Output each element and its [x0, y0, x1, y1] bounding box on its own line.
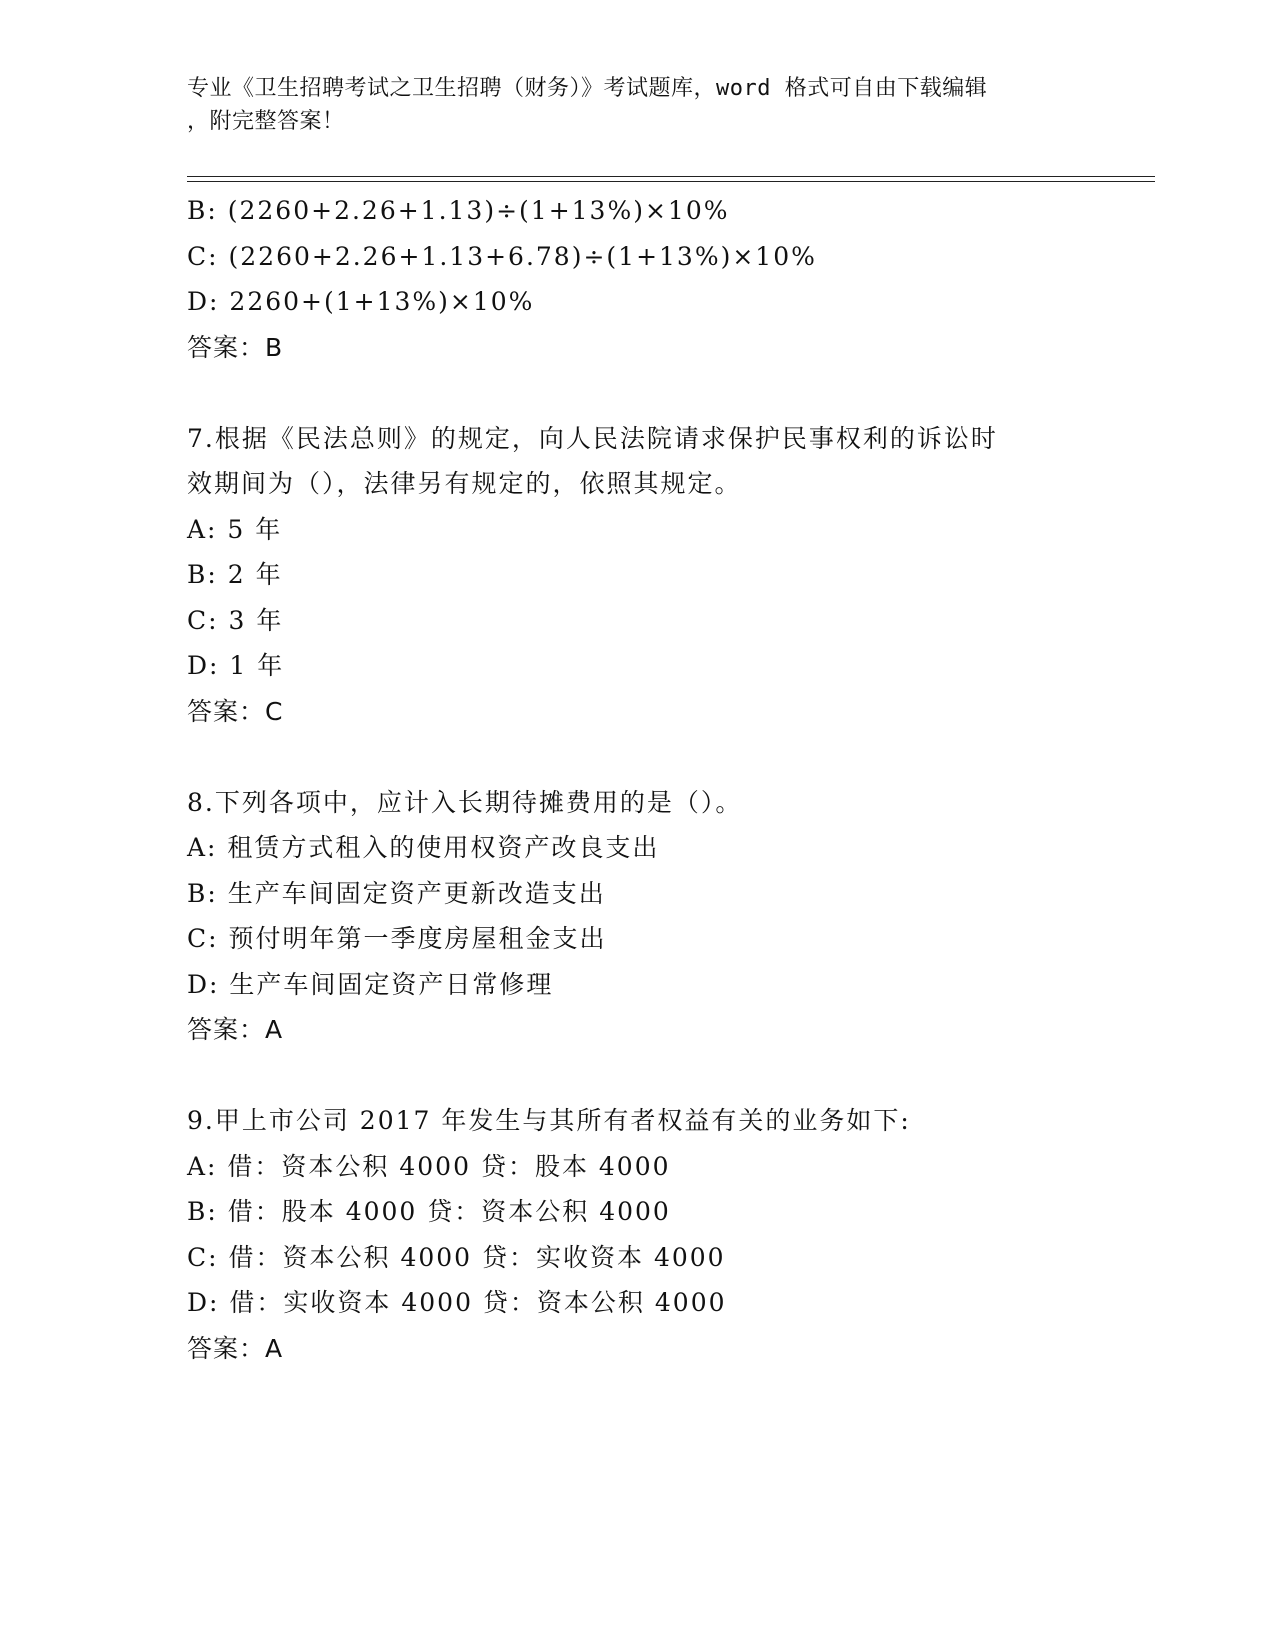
q6-option-c: C: (2260+2.26+1.13+6.78)÷(1+13%)×10%: [187, 241, 817, 271]
q8-stem: 8.下列各项中，应计入长期待摊费用的是（）。: [187, 787, 743, 817]
q7-stem-line-2: 效期间为（），法律另有规定的，依照其规定。: [187, 469, 742, 498]
q7-option-d: D: 1 年: [187, 651, 285, 680]
spacer: [187, 1053, 1147, 1099]
header-line-2: ，附完整答案！: [187, 109, 345, 134]
q7-answer: 答案：C: [187, 696, 284, 726]
spacer: [187, 734, 1147, 780]
header-line-1: 专业《卫生招聘考试之卫生招聘（财务）》考试题库，word 格式可自由下载编辑: [187, 76, 988, 101]
q8-option-b: B: 生产车间固定资产更新改造支出: [187, 878, 606, 908]
q9-option-d: D: 借：实收资本 4000 贷：资本公积 4000: [187, 1288, 727, 1317]
q7-option-c: C: 3 年: [187, 605, 284, 635]
header-divider-bottom: [187, 181, 1155, 182]
q6-option-b: B: (2260+2.26+1.13)÷(1+13%)×10%: [187, 196, 730, 225]
q9-option-b: B: 借：股本 4000 贷：资本公积 4000: [187, 1197, 671, 1226]
q7-stem-line-1: 7.根据《民法总则》的规定，向人民法院请求保护民事权利的诉讼时: [187, 423, 998, 453]
question-7: [187, 416, 1147, 735]
q9-option-c: C: 借：资本公积 4000 贷：实收资本 4000: [187, 1242, 726, 1272]
question-6: [187, 188, 1147, 370]
q8-option-a: A: 租赁方式租入的使用权资产改良支出: [187, 833, 660, 862]
q8-answer: 答案：A: [187, 1015, 284, 1044]
question-9: [187, 1098, 1147, 1371]
document-header: [187, 72, 1087, 138]
q8-option-d: D: 生产车间固定资产日常修理: [187, 969, 554, 999]
q9-answer: 答案：A: [187, 1333, 284, 1363]
q8-option-c: C: 预付明年第一季度房屋租金支出: [187, 924, 607, 953]
spacer: [187, 370, 1147, 416]
q9-stem: 9.甲上市公司 2017 年发生与其所有者权益有关的业务如下:: [187, 1106, 911, 1135]
q7-option-a: A: 5 年: [187, 514, 283, 544]
q6-answer: 答案：B: [187, 332, 284, 362]
header-divider-top: [187, 176, 1155, 177]
q7-option-b: B: 2 年: [187, 560, 283, 589]
question-list: [187, 188, 1147, 1371]
q6-option-d: D: 2260+(1+13%)×10%: [187, 287, 535, 316]
question-8: [187, 780, 1147, 1053]
q9-option-a: A: 借：资本公积 4000 贷：股本 4000: [187, 1151, 671, 1181]
